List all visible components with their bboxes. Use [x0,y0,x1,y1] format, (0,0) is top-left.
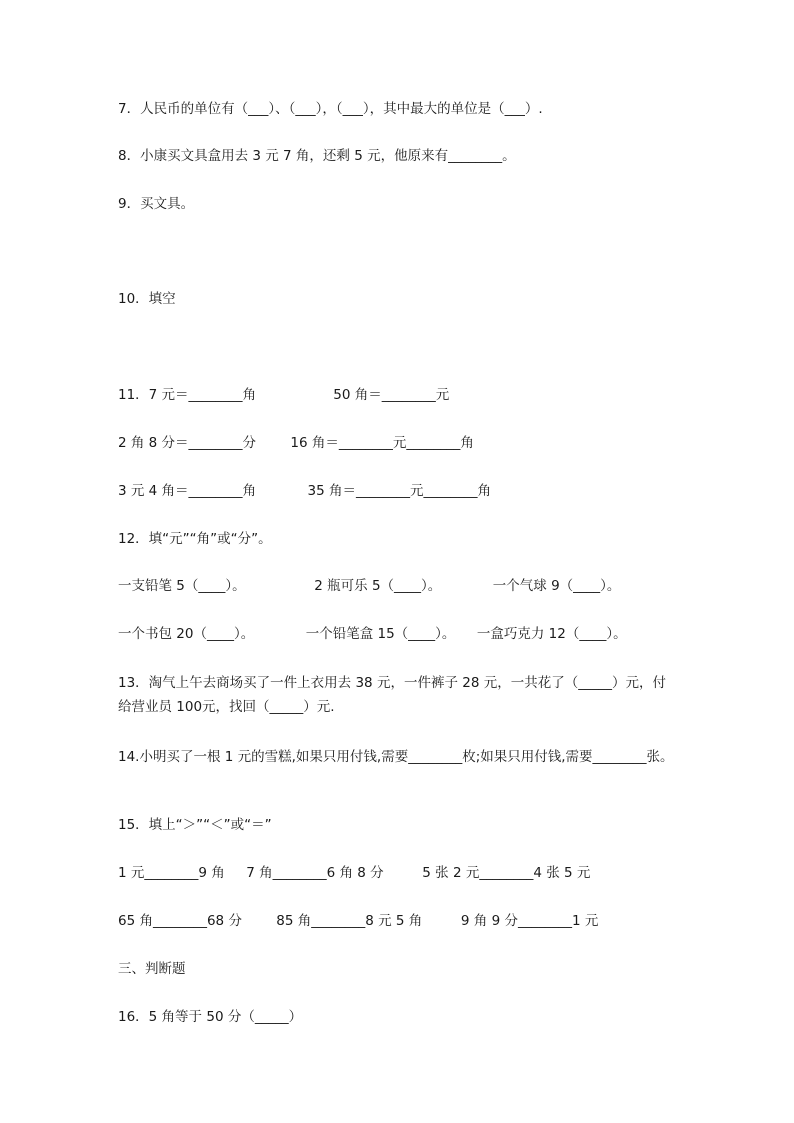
question-13: 13．淘气上午去商场买了一件上衣用去 38 元，一件裤子 28 元，一共花了（_____）元，付给营业员 100元，找回（_____）元. [118,675,666,715]
question-11-row-2: 2 角 8 分＝________分 16 角＝________元________角 [118,435,474,451]
question-16: 16．5 角等于 50 分（_____） [118,1009,303,1025]
question-15-row-1: 1 元________9 角 7 角________6 角 8 分 5 张 2 元________4 张 5 元 [118,865,591,881]
question-15: 15．填上“＞”“＜”或“＝” [118,817,272,833]
question-15-row-2: 65 角________68 分 85 角________8 元 5 角 9 角 9 分________1 元 [118,913,599,929]
question-14: 14.小明买了一根 1 元的雪糕,如果只用付钱,需要________枚;如果只用付钱,需要________张。 [118,749,674,765]
question-11-row-3: 3 元 4 角＝________角 35 角＝________元________角 [118,483,492,499]
question-9: 9．买文具。 [118,196,195,212]
section-heading-judgement: 三、判断题 [118,961,186,977]
question-12-row-2: 一个书包 20（____）。 一个铅笔盒 15（____）。 一盒巧克力 12（____）。 [118,626,627,642]
question-11-row-1: 11．7 元＝________角 50 角＝________元 [118,387,450,403]
question-12: 12．填“元”“角”或“分”。 [118,531,272,547]
question-10: 10．填空 [118,291,176,307]
question-7: 7．人民币的单位有（___）、（___），（___），其中最大的单位是（___）. [118,101,543,117]
question-8: 8．小康买文具盒用去 3 元 7 角，还剩 5 元，他原来有________。 [118,148,516,164]
question-12-row-1: 一支铅笔 5（____）。 2 瓶可乐 5（____）。 一个气球 9（____）。 [118,578,621,594]
